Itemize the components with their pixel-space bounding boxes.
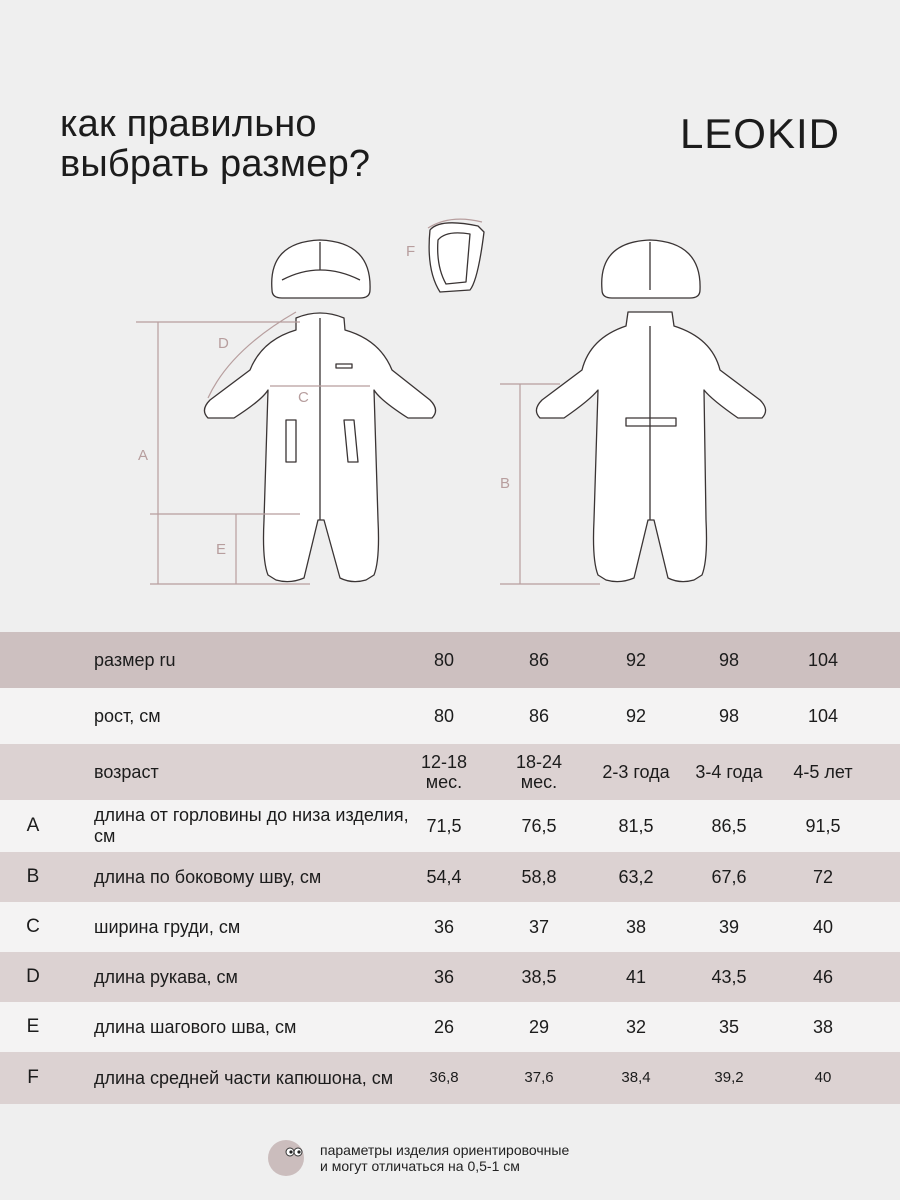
table-row-size — [0, 632, 900, 688]
table-row-age — [0, 744, 900, 800]
cell: 40 — [812, 917, 834, 937]
cell: 37 — [528, 917, 550, 937]
cell: 71,5 — [426, 816, 462, 836]
label-A: A — [138, 447, 149, 464]
cell: 72 — [812, 867, 834, 887]
title-line-2: выбрать размер? — [60, 143, 371, 185]
table-row-E — [0, 1002, 900, 1052]
cell: 81,5 — [618, 816, 654, 836]
front-hood-shape — [272, 240, 370, 298]
cell: 86 — [528, 706, 550, 726]
cell: 36 — [433, 917, 455, 937]
row-label: длина рукава, см — [94, 966, 238, 987]
back-hood-shape — [602, 240, 700, 298]
jumpsuit-diagram — [0, 200, 900, 620]
cell: 2-3 года — [602, 762, 670, 782]
cell: 86 — [528, 650, 550, 670]
cell: 76,5 — [521, 816, 557, 836]
row-letter: D — [26, 966, 40, 987]
cell: 46 — [812, 967, 834, 987]
cell: 36 — [433, 967, 455, 987]
cell: 92 — [625, 650, 647, 670]
cell: 43,5 — [711, 967, 747, 987]
cell: 26 — [433, 1017, 455, 1037]
cell: 35 — [718, 1017, 740, 1037]
cell: 29 — [528, 1017, 550, 1037]
row-letter: A — [26, 815, 40, 836]
footer-note — [268, 1140, 569, 1176]
page-title — [60, 104, 370, 184]
row-label: длина по боковому шву, см — [94, 866, 322, 887]
cell: 38 — [625, 917, 647, 937]
label-D: D — [218, 335, 229, 352]
mascot-icon — [268, 1140, 304, 1176]
cell: 39,2 — [714, 1069, 744, 1086]
table-row-D — [0, 952, 900, 1002]
footer-line-1: параметры изделия ориентировочные — [320, 1142, 570, 1158]
cell: 18-24 мес. — [515, 752, 563, 792]
row-label: размер ru — [94, 649, 176, 670]
cell: 12-18 мес. — [420, 752, 468, 792]
cell: 38,5 — [521, 967, 557, 987]
label-F: F — [406, 243, 416, 260]
cell: 37,6 — [524, 1069, 554, 1086]
row-label: рост, см — [94, 705, 161, 726]
cell: 80 — [433, 706, 455, 726]
brand-logo: LEOKID — [679, 110, 840, 157]
title-line-1: как правильно — [60, 103, 317, 145]
table-row-C — [0, 902, 900, 952]
cell: 58,8 — [521, 867, 557, 887]
cell: 104 — [807, 650, 839, 670]
cell: 38,4 — [621, 1069, 651, 1086]
table-row-B — [0, 852, 900, 902]
row-label: длина шагового шва, см — [94, 1016, 297, 1037]
row-label: длина средней части капюшона, см — [94, 1067, 394, 1088]
table-row-F — [0, 1052, 900, 1104]
cell: 41 — [625, 967, 647, 987]
row-label: возраст — [94, 761, 159, 782]
cell: 63,2 — [618, 867, 654, 887]
cell: 80 — [433, 650, 455, 670]
cell: 104 — [807, 706, 839, 726]
cell: 92 — [625, 706, 647, 726]
cell: 91,5 — [805, 816, 841, 836]
cell: 98 — [718, 706, 740, 726]
cell: 40 — [814, 1069, 832, 1086]
row-letter: F — [27, 1067, 39, 1088]
label-B: B — [500, 475, 511, 492]
row-letter: B — [26, 866, 40, 887]
cell: 86,5 — [711, 816, 747, 836]
cell: 36,8 — [429, 1069, 459, 1086]
cell: 32 — [625, 1017, 647, 1037]
cell: 98 — [718, 650, 740, 670]
size-table — [0, 632, 900, 1104]
cell: 38 — [812, 1017, 834, 1037]
cell: 39 — [718, 917, 740, 937]
cell: 54,4 — [426, 867, 462, 887]
row-letter: E — [26, 1016, 40, 1037]
table-row-height — [0, 688, 900, 744]
footer-text — [320, 1142, 569, 1174]
footer-line-2: и могут отличаться на 0,5-1 см — [320, 1158, 520, 1174]
cell: 67,6 — [711, 867, 747, 887]
table-row-A — [0, 800, 900, 852]
cell: 3-4 года — [695, 762, 763, 782]
row-label: ширина груди, см — [94, 916, 241, 937]
row-label: длина от горловины до низа изделия, см — [94, 805, 409, 846]
label-C: C — [298, 389, 309, 406]
label-E: E — [216, 541, 227, 558]
cell: 4-5 лет — [793, 762, 853, 782]
row-letter: C — [26, 916, 40, 937]
back-body-shape — [536, 312, 765, 582]
